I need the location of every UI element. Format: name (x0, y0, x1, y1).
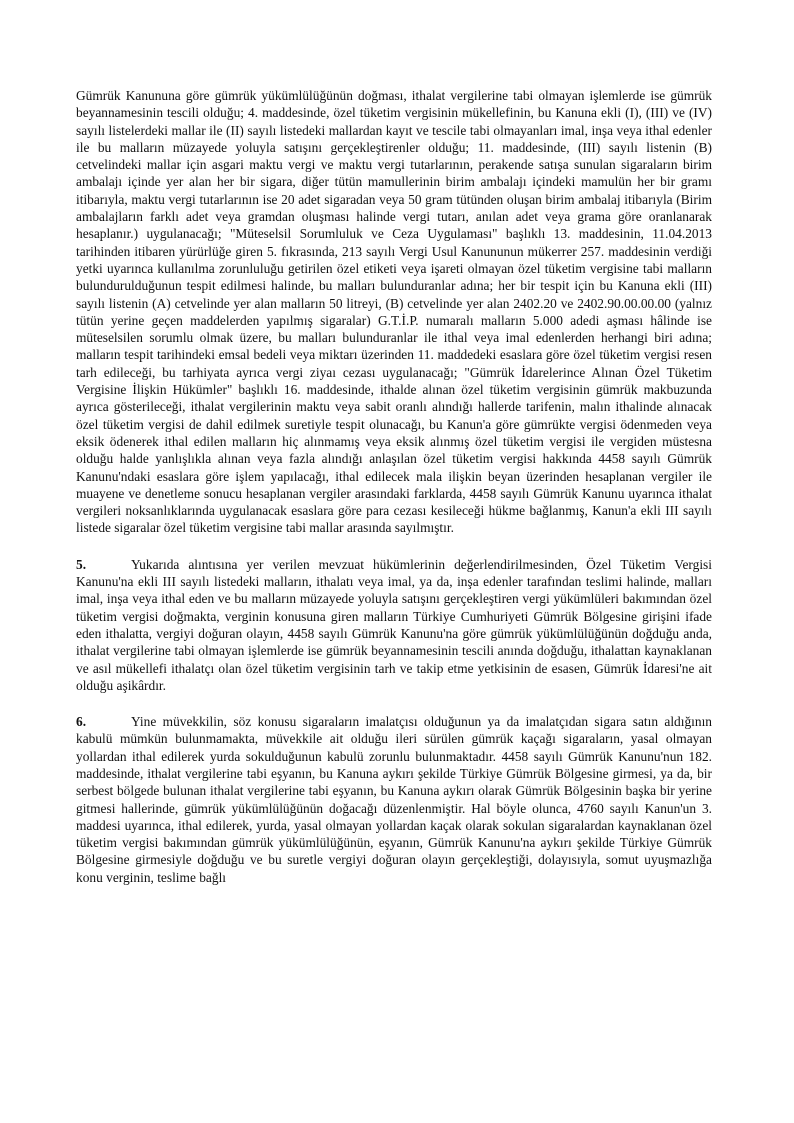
section-5-paragraph (76, 556, 712, 694)
section-6-text: Yine müvekkilin, söz konusu sigaraların imalatçısı olduğunun ya da imalatçıdan sigara satın aldığının kabulü mümkün bulunmamakta, müvekkile ait olduğu ileri sürülen gümrük kaçağı sigaraların, yasal olmayan yollardan ithal edilerek yurda sokulduğunun kabulü zorunlu bulunmaktadır. 4458 sayılı Gümrük Kanunu'nun 182. maddesinde, ithalat vergilerine tabi eşyanın, bu Kanuna aykırı şekilde Türkiye Gümrük Bölgesine girmesi, ya da, bir serbest bölgede bulunan ithalat vergilerine tabi eşyanın, bu Kanuna aykırı olarak Gümrük Bölgesinin başka bir yerine gitmesi hallerinde, gümrük yükümlülüğünün doğacağı düzenlenmiştir. Hal böyle olunca, 4760 sayılı Kanun'un 3. maddesi uyarınca, ithal edilerek, yurda, yasal olmayan yollardan kaçak olarak sokulan sigaralardan kaynaklanan özel tüketim vergisi bakımından gümrük yükümlülüğünün, eşyanın, Gümrük Kanunu'na aykırı şekilde Türkiye Gümrük Bölgesine girmesiyle doğduğu ve bu suretle vergiyi doğuran olayın gerçekleştiği, dolayısıyla, somut uyuşmazlığa konu verginin, teslime bağlı (76, 714, 712, 885)
paragraph-gap (76, 694, 712, 713)
document-page (76, 87, 712, 886)
section-5-text: Yukarıda alıntısına yer verilen mevzuat hükümlerinin değerlendirilmesinden, Özel Tüketim Vergisi Kanunu'na ekli III sayılı listedeki malların, ithalatı veya imal, ya da, inşa edenler tarafından teslimi halinde, malları imal, inşa veya ithal eden ve bu malların müzayede yoluyla satışını gerçekleştiren vergi yükümlüleri bakımından özel tüketim vergisi doğmakta, verginin konusuna giren malların Türkiye Cumhuriyeti Gümrük Bölgesine girişini ifade eden ithalatta, vergiyi doğuran olayın, 4458 sayılı Gümrük Kanunu'na göre gümrük yükümlülüğünün doğduğu anda, ithalat vergilerine tabi olmayan işlemlerde ise gümrük beyannamesinin tescili anında doğduğu, ithalattan kaynaklanan ve asıl mükellefi ithalatçı olan özel tüketim vergisinin tarh ve takip etme yetkisinin de esasen, Gümrük İdaresi'ne ait olduğu aşikârdır. (76, 556, 712, 693)
paragraph-gap (76, 537, 712, 556)
paragraph-continuation: Gümrük Kanununa göre gümrük yükümlülüğünün doğması, ithalat vergilerine tabi olmayan işlemlerde ise gümrük beyannamesinin tescili olduğu; 4. maddesinde, özel tüketim vergisinin mükellefinin, bu Kanuna ekli (I), (III) ve (IV) sayılı listelerdeki mallar ile (II) sayılı listedeki mallardan kayıt ve tescile tabi olmayanları imal, inşa veya ithal edenler ile bu malların müzayede yoluyla satışını gerçekleştirenler olduğu; 11. maddesinde, (III) sayılı listenin (B) cetvelindeki mallar için asgari maktu vergi ve maktu vergi tutarlarının, perakende satışa sunulan sigaraların birim ambalajı içinde yer alan her bir sigara, diğer tütün mamullerinin birim ambalajı içindeki mamulün her bir gramı itibarıyla, maktu vergi tutarlarının ise 20 adet sigaradan veya 50 gram tütünden oluşan birim ambalaj itibarıyla (Birim ambalajların farklı adet veya gramdan oluşması halinde vergi tutarı, anılan adet veya grama göre oranlanarak hesaplanır.) uygulanacağı; "Müteselsil Sorumluluk ve Ceza Uygulaması" başlıklı 13. maddesinin, 11.04.2013 tarihinden itibaren yürürlüğe giren 5. fıkrasında, 213 sayılı Vergi Usul Kanununun mükerrer 257. maddesinin verdiği yetki uyarınca kullanılma zorunluluğu getirilen özel etiketi veya işareti olmayan özel tüketim vergisine tabi malların bulundurulduğunun tespit edilmesi halinde, bu malları bulunduranlar adına; her bir tespit için bu Kanuna ekli (III) sayılı listenin (A) cetvelinde yer alan malların 50 litreyi, (B) cetvelinde yer alan 2402.20 ve 2402.90.00.00.00 (yalnız tütün yerine geçen maddelerden yapılmış sigaralar) G.T.İ.P. numaralı malların 5.000 adedi aşması hâlinde ise müteselsilen sorumlu olmak üzere, bu malları bulunduranlar ile ithal veya imal edenlerden herhangi biri adına; malların tespit tarihindeki emsal bedeli veya miktarı üzerinden 11. maddedeki esaslara göre özel tüketim vergisi resen tarh edileceği, bu tarhiyata ayrıca vergi ziyaı cezası uygulanacağı; "Gümrük İdarelerince Alınan Özel Tüketim Vergisine İlişkin Hükümler" başlıklı 16. maddesinde, ithalde alınan özel tüketim vergisinin gümrük makbuzunda ayrıca gösterileceği, ithalat vergilerinin maktu veya sabit oranlı alındığı hallerde tarifenin, malın ithalinde alınacak özel tüketim vergisi de dahil edilmek suretiyle tespit olunacağı, bu Kanun'a göre gümrükte vergisi ödenmeden veya eksik ödenerek ithal edilen malların hiç alınmamış veya eksik alınmış özel tüketim vergisi ile vergiden müstesna olduğu halde yanlışlıkla alınan veya fazla alındığı anlaşılan özel tüketim vergisi hakkında 4458 sayılı Gümrük Kanunu'ndaki esaslara göre işlem yapılacağı, ithal edilecek mala ilişkin beyan üzerinden hesaplanan vergiler ile muayene ve denetleme sonucu hesaplanan vergiler arasındaki farklarda, 4458 sayılı Gümrük Kanunu uyarınca ithalat vergileri noksanlıklarında uygulanacak esaslara göre para cezası kesileceği hükme bağlanmış, Kanun'a ekli III sayılı listede sigaralar özel tüketim vergisine tabi mallar arasında sayılmıştır. (76, 88, 712, 536)
section-5-number: 5. (76, 556, 87, 572)
section-6-paragraph (76, 713, 712, 886)
section-6-number: 6. (76, 714, 87, 730)
